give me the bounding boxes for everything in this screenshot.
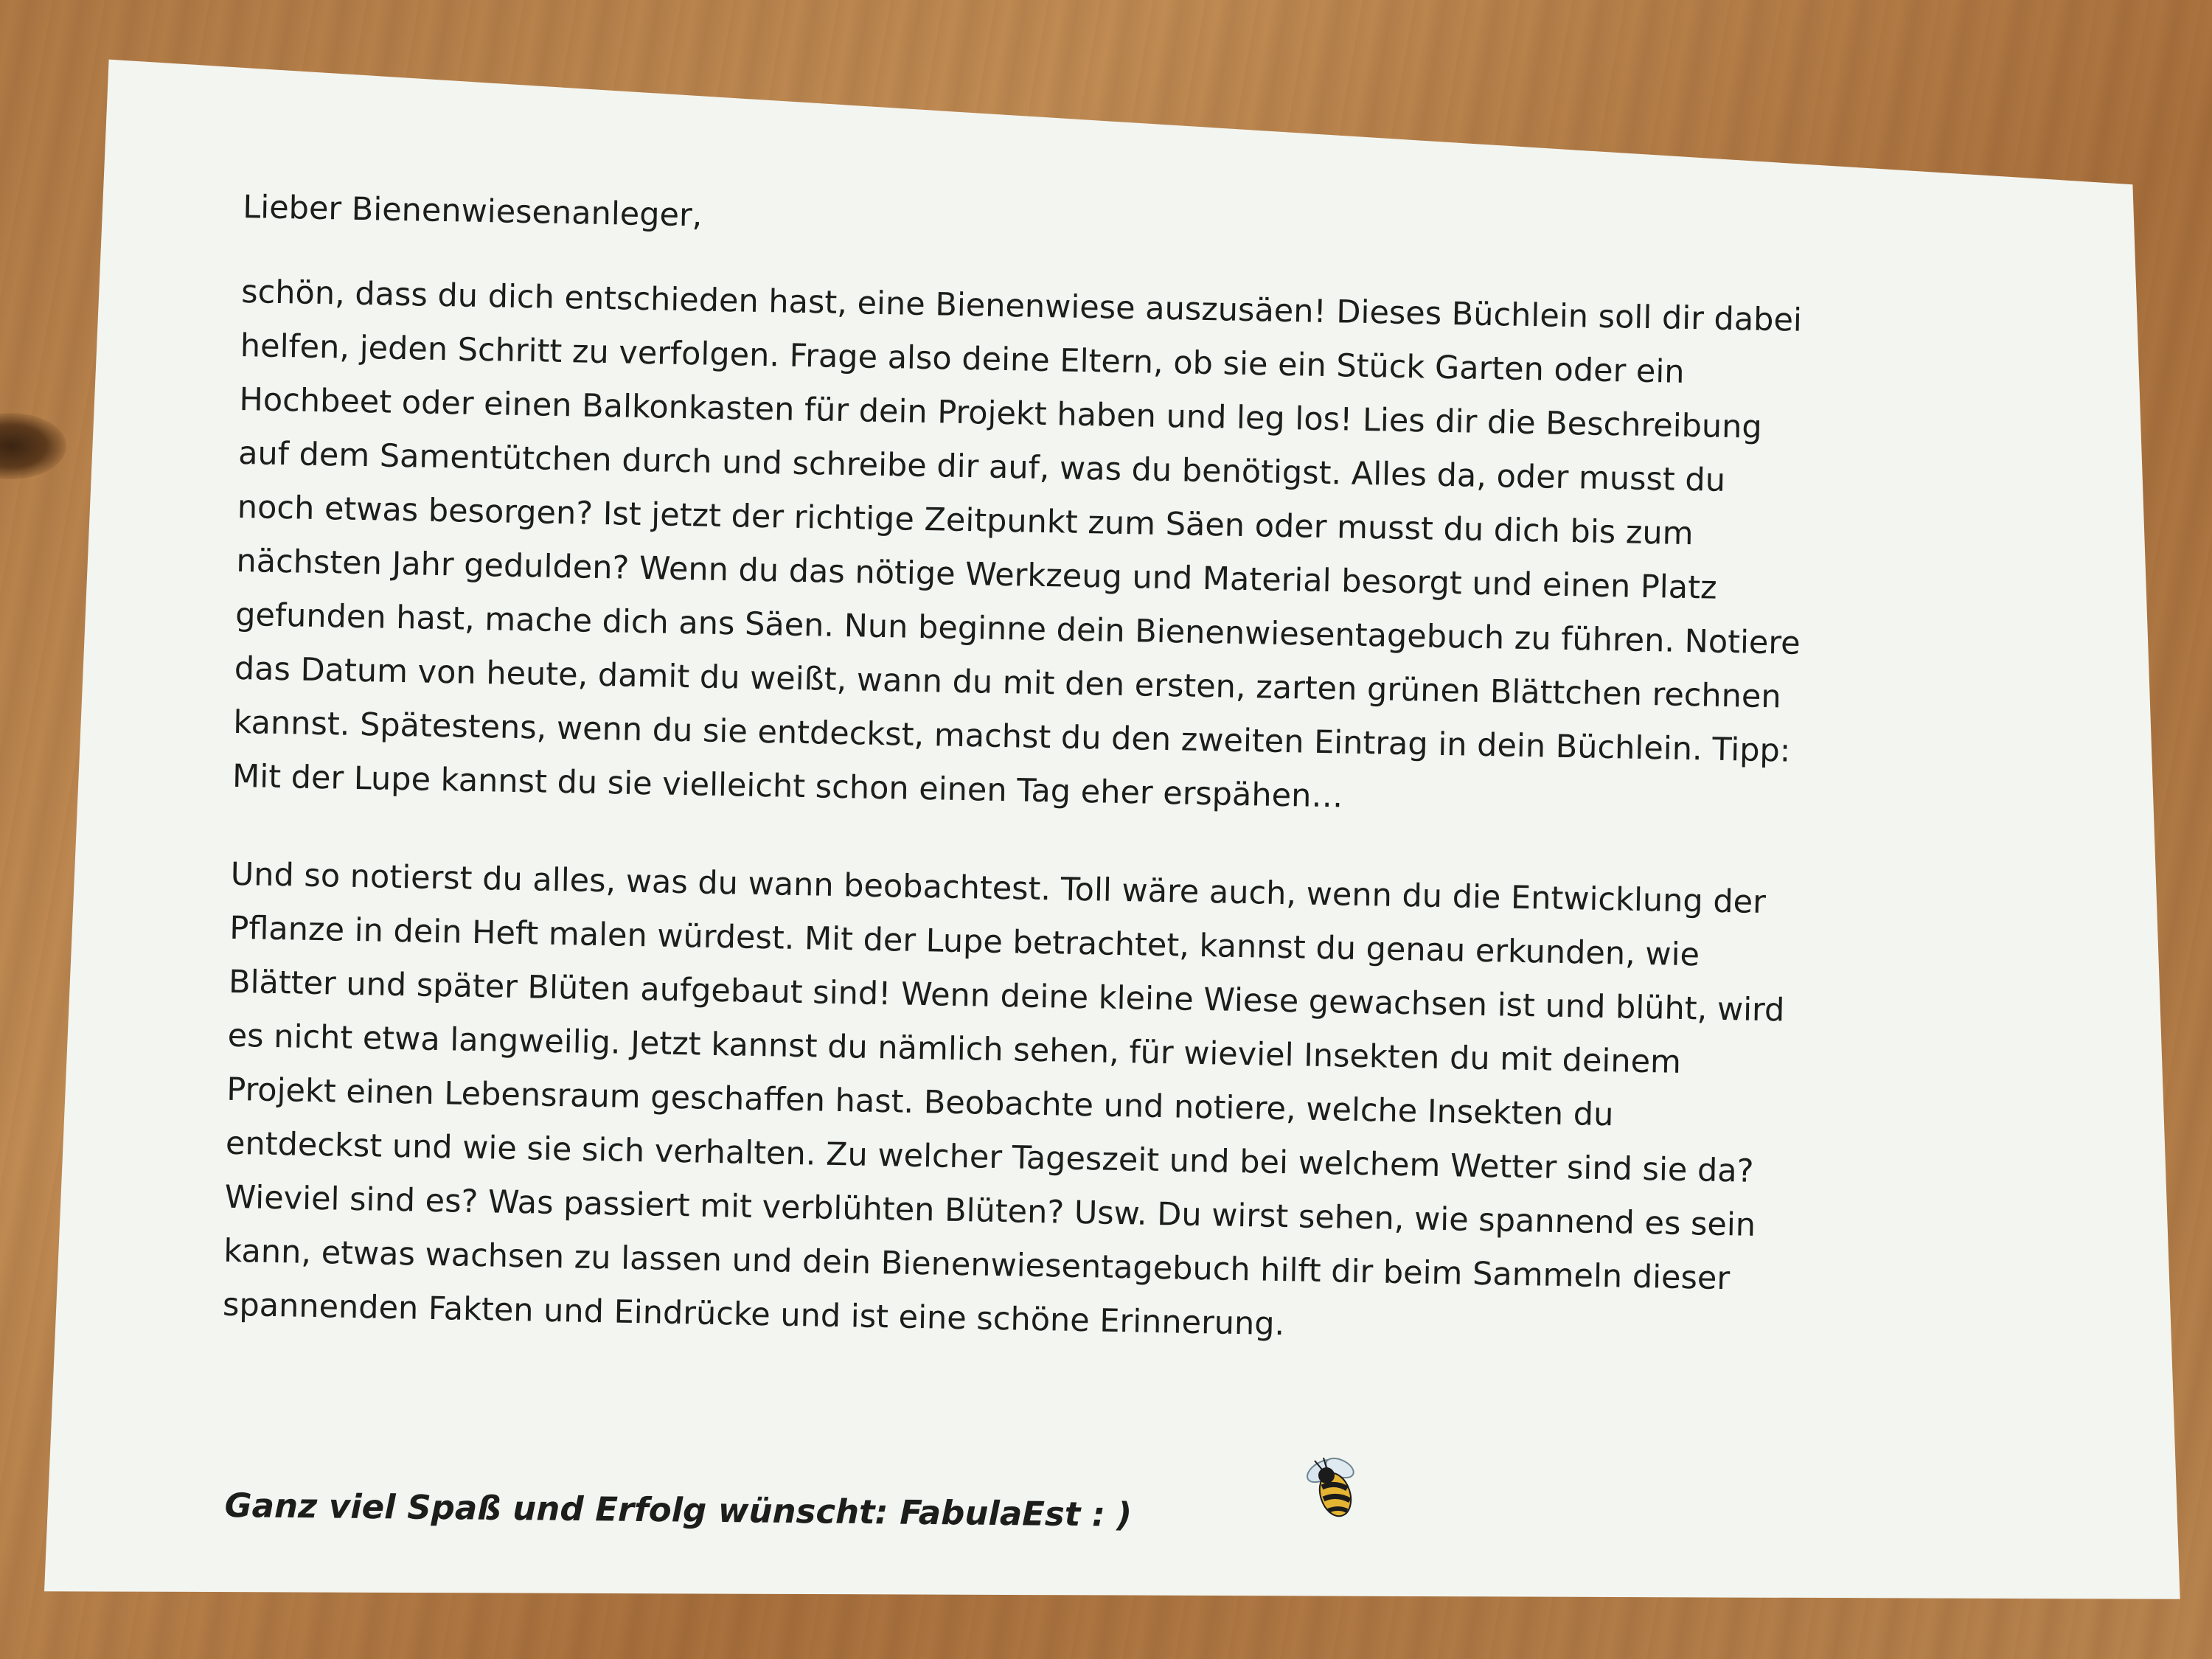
text-line: Projekt einen Lebensraum geschaffen hast. Beobachte und notiere, welche Insekten du <box>226 1071 1614 1134</box>
text-line: entdeckst und wie sie sich verhalten. Zu welcher Tageszeit und bei welchem Wetter sind sie da? <box>225 1124 1754 1190</box>
text-line: Wieviel sind es? Was passiert mit verblühten Blüten? Usw. Du wirst sehen, wie spannend es sein <box>224 1178 1756 1244</box>
bee-icon <box>1294 1449 1375 1523</box>
text-line: das Datum von heute, damit du weißt, wann du mit den ersten, zarten grünen Blättchen rechnen <box>234 650 1782 716</box>
text-line: Pflanze in dein Heft malen würdest. Mit der Lupe betrachtet, kannst du genau erkunden, wie <box>229 909 1700 974</box>
text-line: kannst. Spätestens, wenn du sie entdeckst, machst du den zweiten Eintrag in dein Büchlein. Tipp: <box>233 703 1791 770</box>
wood-knot <box>0 413 66 479</box>
text-line: auf dem Samentütchen durch und schreibe dir auf, was du benötigst. Alles da, oder musst du <box>237 434 1726 499</box>
letter-body <box>221 181 1924 1408</box>
text-line: helfen, jeden Schritt zu verfolgen. Frage also deine Eltern, ob sie ein Stück Garten oder ein <box>240 327 1686 391</box>
text-line: Blätter und später Blüten aufgebaut sind! Wenn deine kleine Wiese gewachsen ist und blüht, wird <box>228 963 1785 1029</box>
paragraph-1 <box>232 265 1923 835</box>
text-line: spannenden Fakten und Eindrücke und ist eine schöne Erinnerung. <box>222 1286 1285 1343</box>
letter-greeting: Lieber Bienenwiesenanleger, <box>242 188 703 234</box>
text-line: es nicht etwa langweilig. Jetzt kannst du nämlich sehen, für wieviel Insekten du mit deinem <box>227 1017 1682 1081</box>
text-line: gefunden hast, mache dich ans Säen. Nun beginne dein Bienenwiesentagebuch zu führen. Notiere <box>234 596 1801 662</box>
text-line: Und so notierst du alles, was du wann beobachtest. Toll wäre auch, wenn du die Entwicklung der <box>230 855 1767 921</box>
paragraph-2 <box>222 848 1912 1363</box>
text-line: nächsten Jahr gedulden? Wenn du das nötige Werkzeug und Material besorgt und einen Platz <box>236 542 1717 607</box>
text-line: Mit der Lupe kannst du sie vielleicht schon einen Tag eher erspähen… <box>232 757 1343 815</box>
text-line: schön, dass du dich entschieden hast, eine Bienenwiese auszusäen! Dieses Büchlein soll dir dabei <box>240 273 1803 339</box>
signoff-line: Ganz viel Spaß und Erfolg wünscht: FabulaEst : ) <box>224 1486 1133 1534</box>
text-line: kann, etwas wachsen zu lassen und dein Bienenwiesentagebuch hilft dir beim Sammeln dieser <box>223 1232 1731 1298</box>
text-line: noch etwas besorgen? Ist jetzt der richtige Zeitpunkt zum Säen oder musst du dich bis zum <box>237 488 1694 553</box>
text-line: Hochbeet oder einen Balkonkasten für dein Projekt haben und leg los! Lies dir die Beschreibung <box>239 380 1763 446</box>
